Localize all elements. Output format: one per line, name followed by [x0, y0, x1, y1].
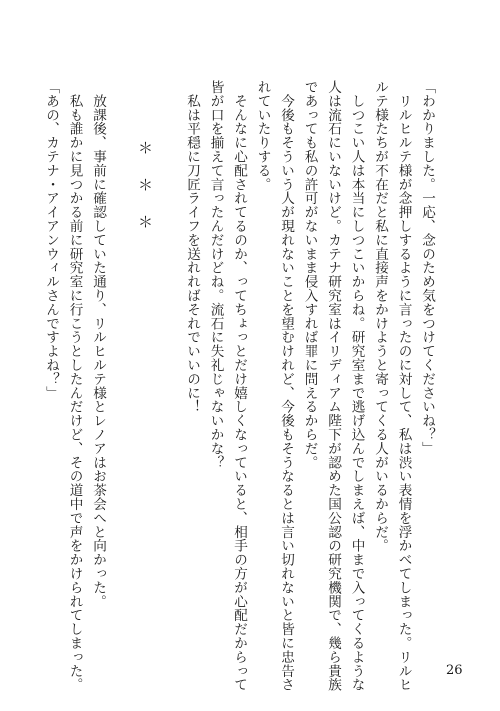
blank-line: [109, 80, 133, 610]
text-line: 私は平穏に刀匠ライフを送れればそれでいいのに！: [184, 80, 200, 414]
section-break: ＊＊＊: [136, 140, 154, 251]
text-line: 「あの、カテナ・アイアンウィルさんですよね？」: [43, 80, 59, 400]
text-line: しつこい人は本当にしつこいからね。研究室まで逃げ込んでしまえば、中まで入ってくるような: [348, 80, 365, 692]
text-line: 放課後、事前に確認していた通り、リルヒルテ様とレノアはお茶会へと向かった。: [90, 80, 106, 609]
text-line: リルヒルテ様が念押しするように言ったのに対して、私は渋い表情を浮かべてしまった。リルヒ: [395, 80, 412, 692]
text-line: 皆が口を揃えて言ったんだけどね。流石に失礼じゃないかな？: [207, 80, 224, 470]
text-line: 今後もそういう人が現れないことを望むけれど、今後もそうなるとは言い切れないと皆に忠告さ: [278, 80, 294, 692]
page-number: 26: [446, 663, 463, 678]
vertical-text-block: [38, 80, 438, 692]
text-line: 「わかりました。一応、念のため気をつけてくださいね？」: [419, 80, 435, 456]
text-line: 私も誰かに見つかる前に研究室に行こうとしたんだけど、その道中で声をかけられてしまった。: [66, 80, 83, 692]
text-line: そんなに心配されてるのか、ってちょっとだけ嬉しくなっていると、相手の方が心配だからって: [231, 80, 247, 692]
text-line: れていたりする。: [254, 80, 271, 192]
text-line: であっても私の許可がないまま侵入すれば罪に問えるからだ。: [301, 80, 318, 470]
blank-line: [156, 80, 180, 610]
text-line: ルテ様たちが不在だと私に直接声をかけようと寄ってくる人がいるからだ。: [372, 80, 388, 553]
text-line: 人は流石にいないけど。カテナ研究室はイリディアム陛下が認めた国公認の研究機関で、幾ら貴族: [325, 80, 341, 692]
